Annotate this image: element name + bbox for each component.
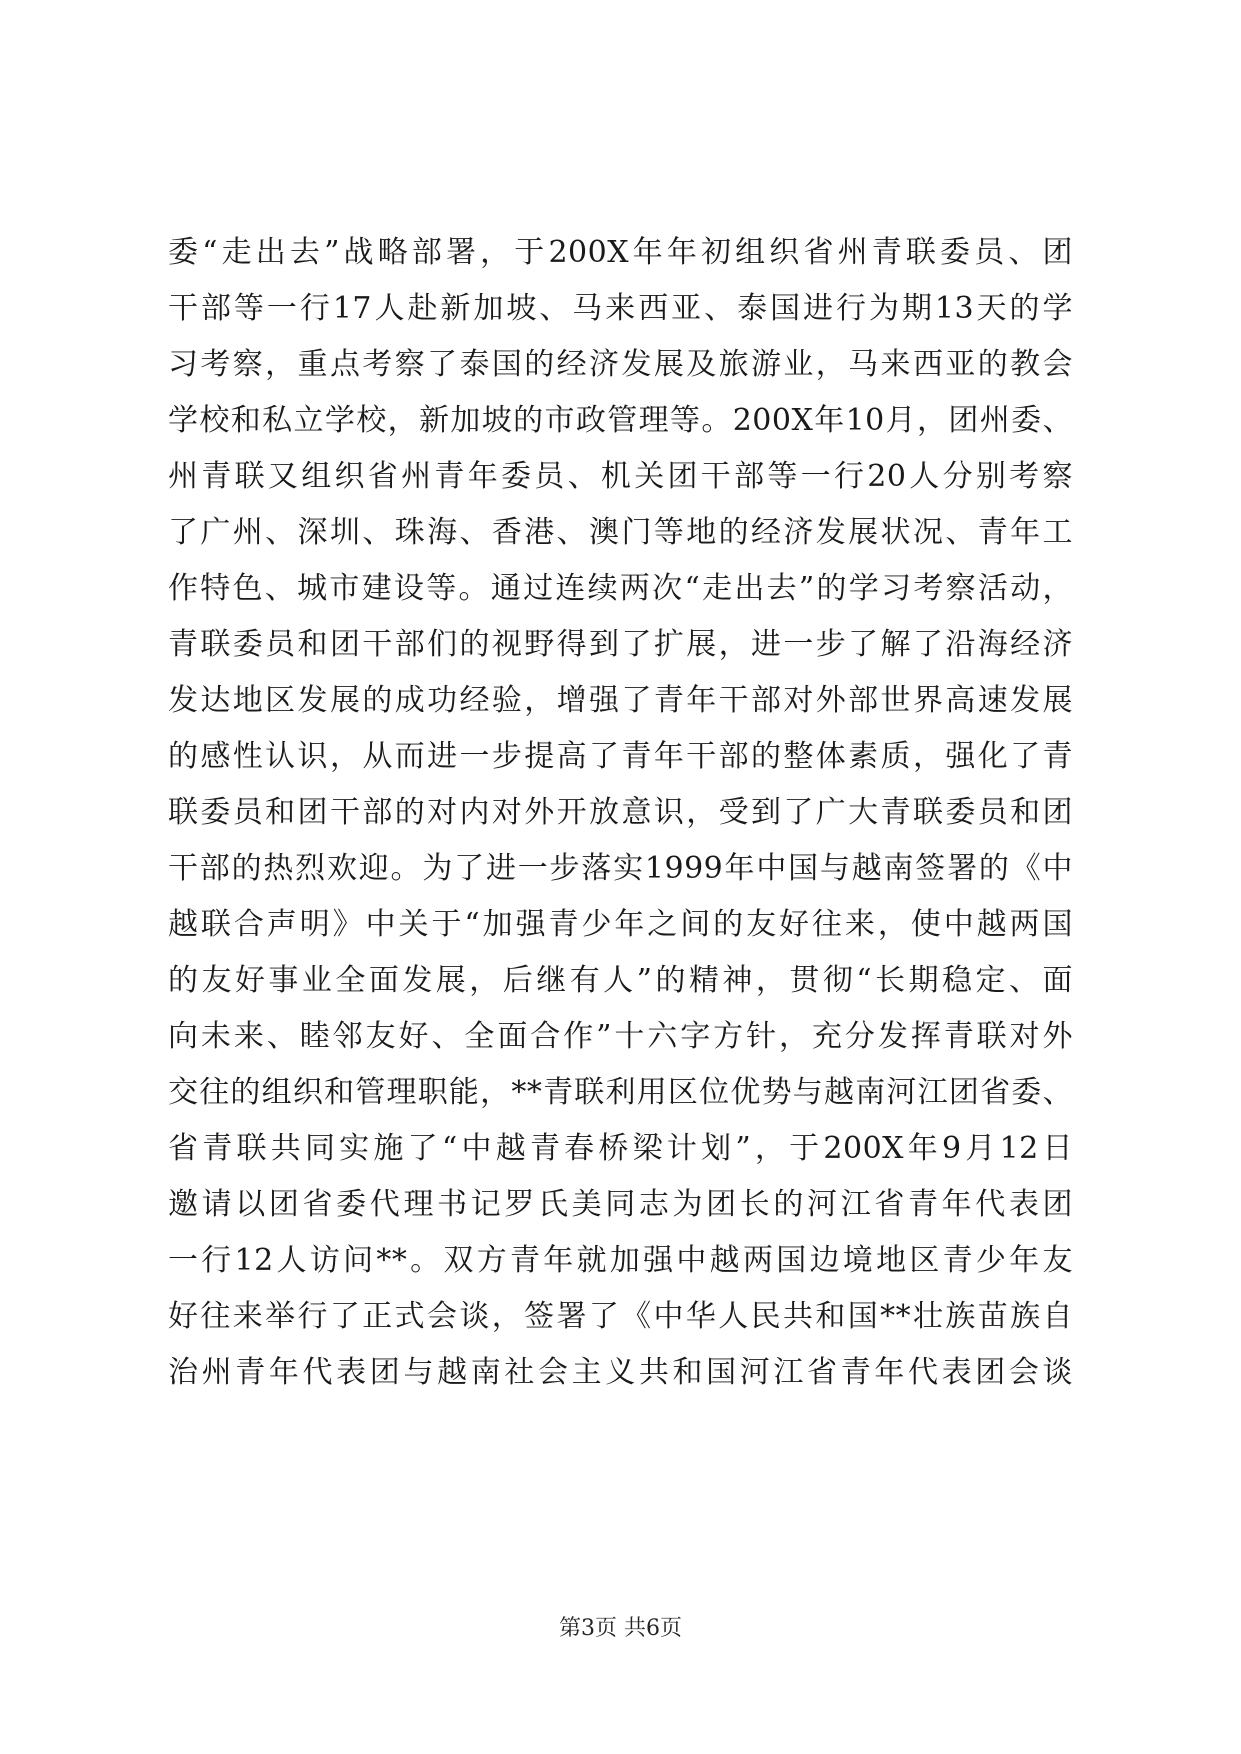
text-line: 了广州、深圳、珠海、香港、澳门等地的经济发展状况、青年工: [168, 515, 1073, 550]
text-line: 作特色、城市建设等。通过连续两次“走出去”的学习考察活动，: [168, 571, 1073, 606]
text-line: 的友好事业全面发展，后继有人”的精神，贯彻“长期稳定、面: [168, 963, 1073, 998]
text-line: 发达地区发展的成功经验，增强了青年干部对外部世界高速发展: [168, 683, 1073, 718]
text-line: 好往来举行了正式会谈，签署了《中华人民共和国**壮族苗族自: [168, 1299, 1073, 1334]
text-line: 联委员和团干部的对内对外开放意识，受到了广大青联委员和团: [168, 795, 1073, 830]
page-number-footer: 第3页 共6页: [559, 1616, 682, 1641]
text-line: 省青联共同实施了“中越青春桥梁计划”，于200X年9月12日: [168, 1131, 1073, 1166]
text-line: 委“走出去”战略部署，于200X年年初组织省州青联委员、团: [168, 235, 1073, 270]
text-line: 干部的热烈欢迎。为了进一步落实1999年中国与越南签署的《中: [168, 851, 1073, 886]
text-line: 治州青年代表团与越南社会主义共和国河江省青年代表团会谈: [168, 1355, 1073, 1390]
text-line: 交往的组织和管理职能，**青联利用区位优势与越南河江团省委、: [168, 1075, 1073, 1110]
text-line: 向未来、睦邻友好、全面合作”十六字方针，充分发挥青联对外: [168, 1019, 1073, 1054]
text-line: 干部等一行17人赴新加坡、马来西亚、泰国进行为期13天的学: [168, 291, 1073, 326]
text-line: 越联合声明》中关于“加强青少年之间的友好往来，使中越两国: [168, 907, 1073, 942]
text-line: 一行12人访问**。双方青年就加强中越两国边境地区青少年友: [168, 1243, 1073, 1278]
text-line: 的感性认识，从而进一步提高了青年干部的整体素质，强化了青: [168, 739, 1073, 774]
text-line: 青联委员和团干部们的视野得到了扩展，进一步了解了沿海经济: [168, 627, 1073, 662]
body-text: [168, 225, 1073, 1401]
text-line: 邀请以团省委代理书记罗氏美同志为团长的河江省青年代表团: [168, 1187, 1073, 1222]
text-line: 州青联又组织省州青年委员、机关团干部等一行20人分别考察: [168, 459, 1073, 494]
text-line: 习考察，重点考察了泰国的经济发展及旅游业，马来西亚的教会: [168, 347, 1073, 382]
text-line: 学校和私立学校，新加坡的市政管理等。200X年10月，团州委、: [168, 403, 1073, 438]
